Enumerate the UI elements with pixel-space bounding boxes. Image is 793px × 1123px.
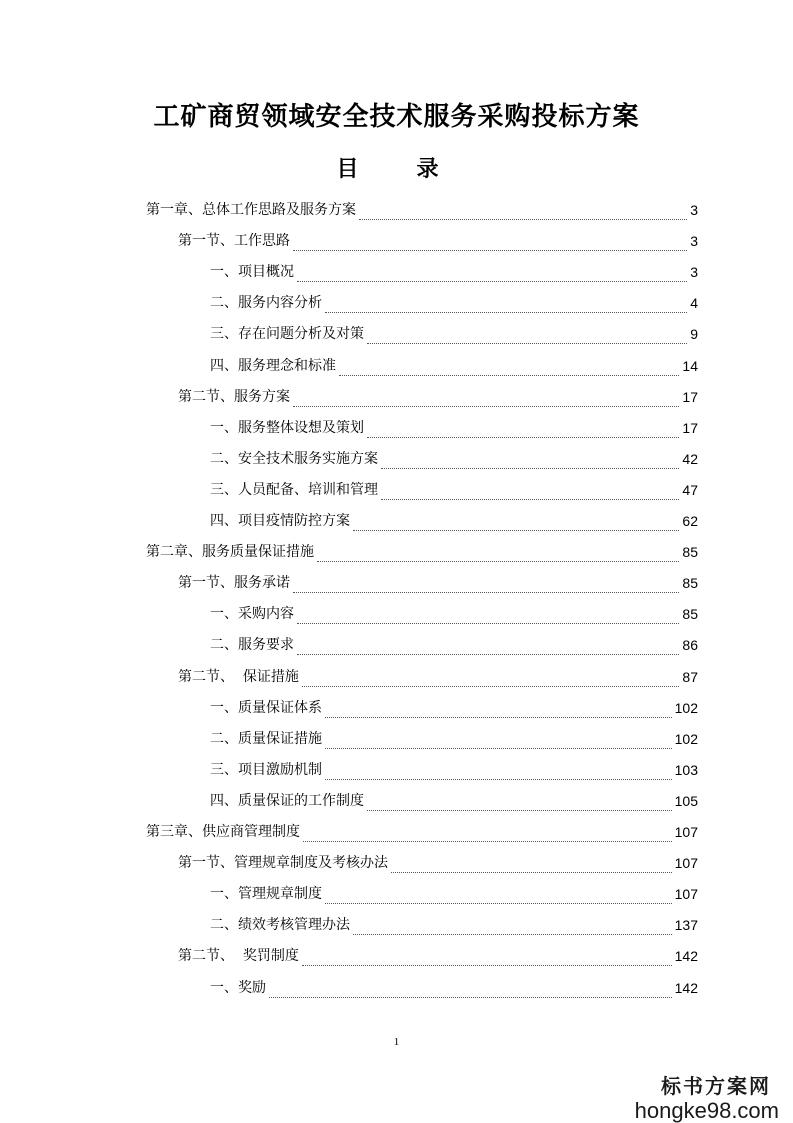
toc-entry-label: 第三章、供应商管理制度 <box>146 824 300 840</box>
toc-entry-label: 四、项目疫情防控方案 <box>210 513 350 529</box>
toc-entry-page: 3 <box>690 202 698 218</box>
toc-entry-page: 86 <box>682 637 698 654</box>
toc-leader-dots <box>381 484 679 500</box>
toc-entry-label: 一、管理规章制度 <box>210 886 322 903</box>
toc-entry-page: 107 <box>674 855 698 872</box>
toc-entry[interactable] <box>178 569 698 593</box>
toc-leader-dots <box>339 360 679 376</box>
toc-leader-dots <box>367 328 687 344</box>
toc-entry-page: 47 <box>682 481 698 498</box>
toc-entry-page: 85 <box>682 575 698 592</box>
toc-entry-page: 107 <box>674 824 698 840</box>
toc-heading: 目 录 <box>336 157 457 182</box>
watermark <box>635 1070 779 1123</box>
toc-leader-dots <box>302 950 672 966</box>
toc-leader-dots <box>367 422 679 438</box>
toc-entry[interactable] <box>210 694 698 718</box>
toc-leader-dots <box>325 733 672 749</box>
toc-entry[interactable] <box>210 289 698 313</box>
toc-entry[interactable] <box>178 227 698 251</box>
toc-entry-label: 第一节、工作思路 <box>178 233 290 250</box>
toc-entry[interactable] <box>210 756 698 780</box>
toc-entry-page: 107 <box>674 886 698 903</box>
toc-entry-page: 137 <box>674 917 698 934</box>
toc-leader-dots <box>353 515 679 531</box>
toc-entry[interactable] <box>210 507 698 531</box>
toc-entry-page: 3 <box>690 233 698 250</box>
toc-entry-label: 二、质量保证措施 <box>210 730 322 747</box>
toc-entry[interactable] <box>210 631 698 655</box>
toc-entry-page: 4 <box>690 295 698 312</box>
toc-entry[interactable] <box>210 476 698 500</box>
toc-entry[interactable] <box>178 849 698 873</box>
toc-entry-label: 一、采购内容 <box>210 606 294 623</box>
toc-entry[interactable] <box>210 445 698 469</box>
toc-entry[interactable] <box>210 258 698 282</box>
toc-entry[interactable] <box>210 352 698 376</box>
toc-entry[interactable] <box>210 880 698 904</box>
toc-leader-dots <box>317 546 679 562</box>
toc-entry-page: 85 <box>682 606 698 623</box>
page-number: 1 <box>393 1036 400 1048</box>
toc-leader-dots <box>325 297 687 313</box>
toc-entry-label: 三、人员配备、培训和管理 <box>210 481 378 498</box>
toc-entry-label: 第一节、服务承诺 <box>178 575 290 592</box>
document-title: 工矿商贸领域安全技术服务采购投标方案 <box>153 102 640 132</box>
toc-entry-page: 17 <box>682 388 698 405</box>
toc-entry-label: 三、项目激励机制 <box>210 761 322 778</box>
toc-entry[interactable] <box>178 663 698 687</box>
toc-entry-label: 一、奖励 <box>210 979 266 996</box>
toc-entry[interactable] <box>146 196 698 220</box>
toc-entry[interactable] <box>210 725 698 749</box>
toc-entry[interactable] <box>146 538 698 562</box>
toc-entry[interactable] <box>146 818 698 842</box>
toc-entry-page: 62 <box>682 513 698 529</box>
toc-entry-label: 一、服务整体设想及策划 <box>210 419 364 436</box>
toc-leader-dots <box>293 577 679 593</box>
toc-entry-page: 3 <box>690 264 698 281</box>
toc-leader-dots <box>367 795 672 811</box>
toc-entry-page: 17 <box>682 419 698 436</box>
toc-entry-label: 第二章、服务质量保证措施 <box>146 544 314 561</box>
toc-entry-page: 103 <box>674 761 698 778</box>
toc-leader-dots <box>359 204 687 220</box>
toc-entry[interactable] <box>178 383 698 407</box>
toc-leader-dots <box>302 671 680 687</box>
toc-entry-label: 第一章、总体工作思路及服务方案 <box>146 202 356 218</box>
watermark-en: hongke98.com <box>634 1098 779 1123</box>
toc-entry[interactable] <box>210 911 698 935</box>
toc-leader-dots <box>325 702 672 718</box>
toc-leader-dots <box>325 764 672 780</box>
toc-leader-dots <box>303 826 672 842</box>
toc-leader-dots <box>293 235 687 251</box>
toc-entry[interactable] <box>210 974 698 998</box>
toc-entry-label: 三、存在问题分析及对策 <box>210 326 364 343</box>
toc-leader-dots <box>269 982 672 998</box>
toc-entry[interactable] <box>210 414 698 438</box>
toc-entry-page: 42 <box>682 450 698 467</box>
toc-entry[interactable] <box>178 942 698 966</box>
toc-leader-dots <box>381 453 679 469</box>
toc-entry-label: 四、质量保证的工作制度 <box>210 792 364 809</box>
toc-leader-dots <box>297 608 679 624</box>
toc-leader-dots <box>391 857 672 873</box>
toc-entry-page: 142 <box>674 979 698 996</box>
toc-entry-page: 85 <box>682 544 698 561</box>
toc-entry[interactable] <box>210 600 698 624</box>
toc-entry-label: 一、质量保证体系 <box>210 699 322 716</box>
watermark-cn: 标书方案网 <box>661 1074 771 1098</box>
toc-entry-label: 一、项目概况 <box>210 264 294 281</box>
toc-entry-label: 第二节、 奖罚制度 <box>178 948 299 965</box>
toc-leader-dots <box>293 391 679 407</box>
toc-entry[interactable] <box>210 320 698 344</box>
toc-entry-page: 87 <box>682 668 698 685</box>
toc-entry-label: 第二节、服务方案 <box>178 388 290 405</box>
toc-entry-page: 105 <box>674 792 698 809</box>
toc-entry-label: 第二节、 保证措施 <box>178 668 299 685</box>
toc-entry-page: 14 <box>682 357 698 374</box>
toc-entry[interactable] <box>210 787 698 811</box>
toc-entry-label: 二、安全技术服务实施方案 <box>210 450 378 467</box>
toc-entry-label: 二、绩效考核管理办法 <box>210 917 350 934</box>
toc-entry-page: 142 <box>674 948 698 965</box>
toc-leader-dots <box>297 639 679 655</box>
toc-entry-label: 二、服务要求 <box>210 637 294 654</box>
toc-entry-page: 102 <box>674 699 698 716</box>
toc-entry-label: 二、服务内容分析 <box>210 295 322 312</box>
toc-leader-dots <box>297 266 687 282</box>
toc-leader-dots <box>353 919 672 935</box>
toc-entry-page: 9 <box>690 326 698 343</box>
toc-leader-dots <box>325 888 672 904</box>
toc-entry-page: 102 <box>674 730 698 747</box>
toc-entry-label: 四、服务理念和标准 <box>210 357 336 374</box>
toc-entry-label: 第一节、管理规章制度及考核办法 <box>178 855 388 872</box>
